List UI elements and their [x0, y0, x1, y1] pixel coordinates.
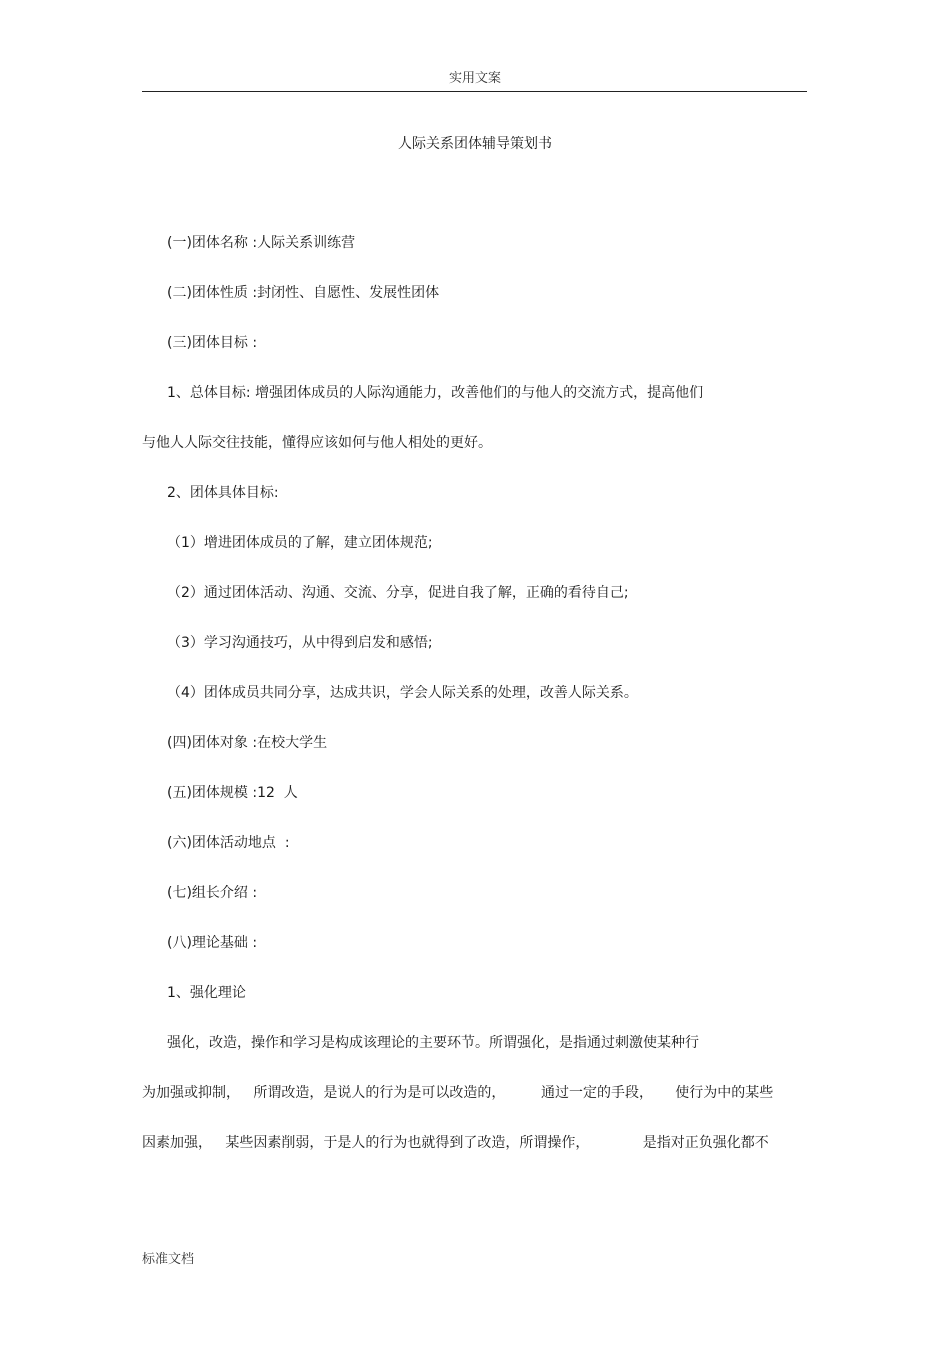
paragraph-line: 为加强或抑制， 所谓改造，是说人的行为是可以改造的， 通过一定的手段， 使行为中的某些 — [142, 1085, 774, 1101]
list-item: （4）团体成员共同分享，达成共识，学会人际关系的处理，改善人际关系。 — [167, 685, 638, 701]
page-header: 实用文案 — [448, 71, 501, 86]
section-leader-intro: (七)组长介绍 : — [167, 885, 258, 901]
section-theory-basis: (八)理论基础 : — [167, 935, 258, 951]
section-group-target: (四)团体对象 :在校大学生 — [167, 735, 328, 751]
subsection-heading: 2、团体具体目标: — [167, 485, 279, 501]
header-divider — [142, 91, 807, 92]
section-group-goals: (三)团体目标 : — [167, 335, 258, 351]
document-title: 人际关系团体辅导策划书 — [398, 136, 552, 152]
paragraph-line: 与他人人际交往技能，懂得应该如何与他人相处的更好。 — [142, 435, 492, 451]
page-footer: 标准文档 — [142, 1252, 195, 1267]
list-item: （3）学习沟通技巧，从中得到启发和感悟; — [167, 635, 433, 651]
section-group-nature: (二)团体性质 :封闭性、自愿性、发展性团体 — [167, 285, 440, 301]
list-item: （1）增进团体成员的了解，建立团体规范; — [167, 535, 433, 551]
subsection-heading: 1、强化理论 — [167, 985, 246, 1001]
section-group-name: (一)团体名称 :人际关系训练营 — [167, 235, 356, 251]
paragraph-line: 因素加强， 某些因素削弱，于是人的行为也就得到了改造，所谓操作， 是指对正负强化都不 — [142, 1135, 769, 1151]
section-group-size: (五)团体规模 :12 人 — [167, 785, 298, 801]
list-item: （2）通过团体活动、沟通、交流、分享，促进自我了解，正确的看待自己; — [167, 585, 629, 601]
paragraph-line: 1、总体目标: 增强团体成员的人际沟通能力，改善他们的与他人的交流方式，提高他们 — [167, 385, 704, 401]
section-group-location: (六)团体活动地点 : — [167, 835, 290, 851]
paragraph-line: 强化，改造，操作和学习是构成该理论的主要环节。所谓强化，是指通过刺激使某种行 — [167, 1035, 699, 1051]
